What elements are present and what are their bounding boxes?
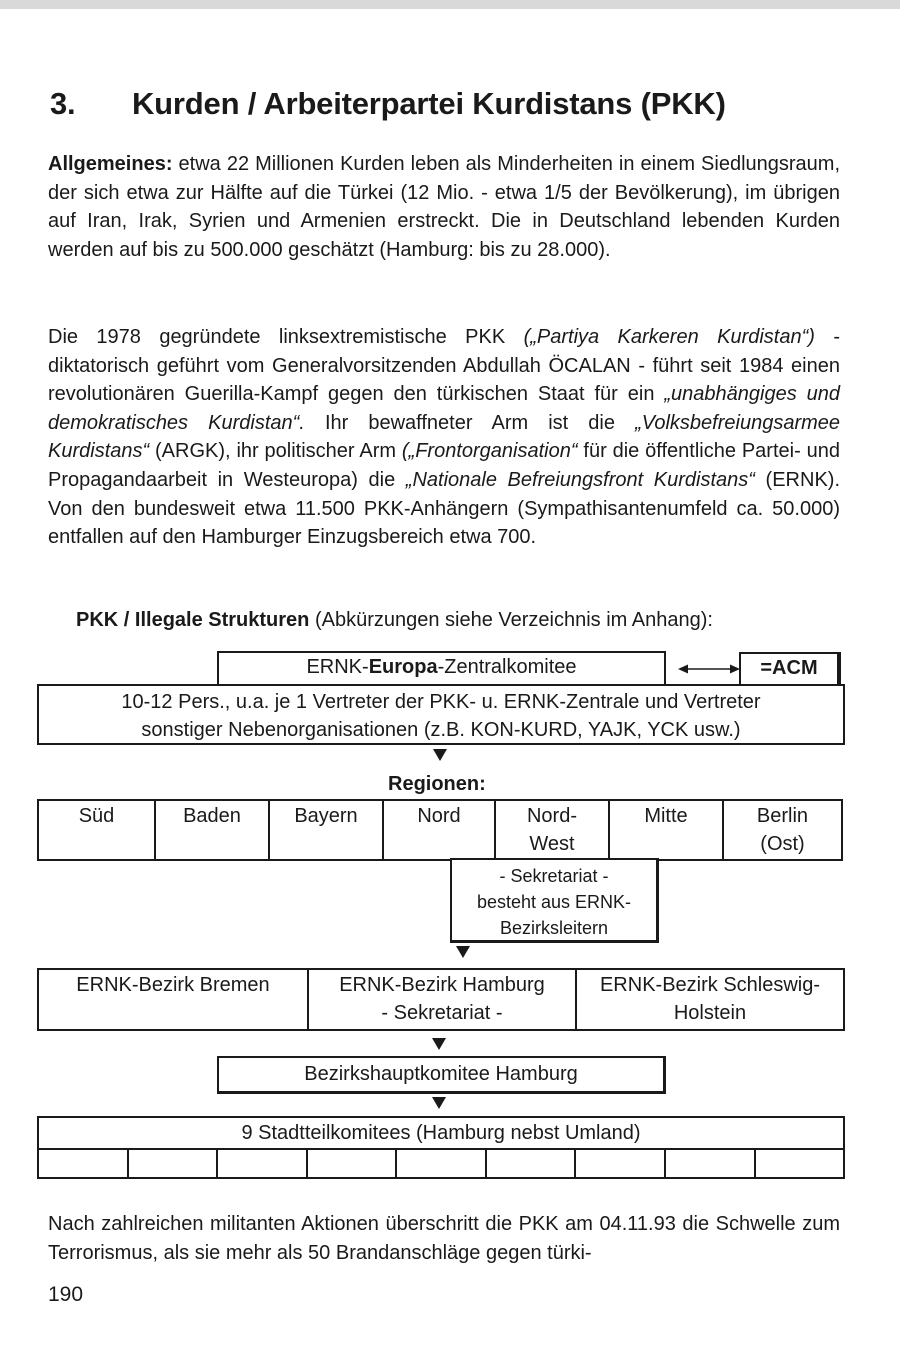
region-line2: West bbox=[529, 833, 575, 855]
neighborhood-cell bbox=[576, 1150, 666, 1177]
secretariat-box bbox=[450, 858, 659, 943]
central-committee-box bbox=[217, 651, 666, 686]
members-line-2: sonstiger Nebenorganisationen (z.B. KON-KURD, YAJK, YCK usw.) bbox=[141, 719, 741, 741]
closing-paragraph bbox=[48, 1210, 840, 1267]
italic-run: „Volksbefreiungsarmee Kurdistans“ bbox=[48, 411, 841, 463]
italic-run: („Partiya Karkeren Kurdistan“) bbox=[523, 326, 815, 348]
acm-box bbox=[739, 652, 841, 687]
region-cell bbox=[270, 801, 384, 859]
central-committee-members-box bbox=[37, 684, 845, 745]
region-line1: Bayern bbox=[294, 805, 358, 827]
section-heading bbox=[50, 86, 726, 122]
neighborhood-cells-row bbox=[39, 1150, 843, 1177]
double-arrow-icon bbox=[678, 660, 740, 678]
region-cell bbox=[610, 801, 724, 859]
text-run: (ARGK), ihr politischer Arm bbox=[149, 440, 402, 463]
org-chart-title-rest: (Abkürzungen siehe Verzeichnis im Anhang): bbox=[309, 609, 713, 631]
district-line2: - Sekretariat - bbox=[381, 1002, 503, 1024]
district-cell bbox=[309, 970, 577, 1029]
district-cell bbox=[39, 970, 309, 1029]
district-line2: Holstein bbox=[673, 1002, 747, 1024]
district-line1: ERNK-Bezirk Hamburg bbox=[339, 974, 545, 996]
secretariat-line-1: - Sekretariat - bbox=[499, 866, 609, 886]
page-number: 190 bbox=[48, 1283, 84, 1306]
regions-row bbox=[37, 799, 843, 861]
district-line1: ERNK-Bezirk Bremen bbox=[76, 974, 270, 996]
neighborhood-committees-box bbox=[37, 1116, 845, 1179]
members-line-1: 10-12 Pers., u.a. je 1 Vertreter der PKK- u. ERNK-Zentrale und Vertreter bbox=[121, 691, 761, 713]
text-run: (ERNK). Von den bundesweit etwa 11.500 PKK-Anhängern (Sympathisantenumfeld ca. 50.000) entfallen auf den Hamburger Einzugsbereich etwa 700. bbox=[48, 468, 840, 549]
italic-run: („Frontorganisation“ bbox=[401, 440, 578, 463]
acm-label: =ACM bbox=[760, 657, 818, 679]
neighborhood-cell bbox=[39, 1150, 129, 1177]
region-line1: Nord bbox=[417, 805, 461, 827]
secretariat-line-2: besteht aus ERNK- bbox=[476, 892, 632, 912]
italic-run: „Nationale Befreiungsfront Kurdistans“ bbox=[405, 468, 755, 491]
region-line1: Mitte bbox=[644, 805, 688, 827]
district-cell bbox=[577, 970, 843, 1029]
closing-text: Nach zahlreichen militanten Aktionen überschritt die PKK am 04.11.93 die Schwelle zum Terrorismus, als sie mehr als 50 Brandanschläge gegen türki- bbox=[48, 1213, 840, 1264]
region-cell bbox=[156, 801, 270, 859]
neighborhood-cell bbox=[666, 1150, 756, 1177]
secretariat-line-3: Bezirksleitern bbox=[499, 918, 609, 938]
central-committee-post: -Zentralkomitee bbox=[437, 656, 577, 678]
regions-label: Regionen: bbox=[388, 773, 486, 795]
district-line1: ERNK-Bezirk Schleswig- bbox=[599, 974, 821, 996]
region-cell bbox=[39, 801, 156, 859]
neighborhood-cell bbox=[218, 1150, 308, 1177]
section-number: 3. bbox=[50, 86, 76, 121]
region-cell bbox=[496, 801, 610, 859]
pkk-paragraph bbox=[48, 323, 840, 552]
arrow-down-icon bbox=[433, 749, 447, 761]
intro-label: Allgemeines: bbox=[48, 153, 173, 175]
neighborhood-committees-label: 9 Stadtteilkomitees (Hamburg nebst Umland) bbox=[39, 1118, 843, 1150]
text-run: für die öffentliche Partei- und Propagandaarbeit in Westeuropa) die bbox=[48, 440, 840, 491]
arrow-down-icon bbox=[432, 1038, 446, 1050]
intro-text: etwa 22 Millionen Kurden leben als Minderheiten in einem Siedlungsraum, der sich etwa zur Hälfte auf die Türkei (12 Mio. - etwa 1/5 der Bevölkerung), im übrigen auf Iran, Irak, Syrien und Armenien erstreckt. Die in Deutschland lebenden Kurden werden auf bis zu 500.000 geschätzt (Hamburg: bis zu 28.000). bbox=[48, 153, 840, 261]
region-line1: Baden bbox=[183, 805, 241, 827]
districts-row bbox=[37, 968, 845, 1031]
italic-run: „unabhängiges und demokratisches Kurdistan“. bbox=[48, 383, 840, 434]
main-committee-box bbox=[217, 1056, 666, 1094]
region-line1: Süd bbox=[78, 805, 115, 827]
region-cell bbox=[724, 801, 841, 859]
neighborhood-cell bbox=[397, 1150, 487, 1177]
text-run: Die 1978 gegründete linksextremistische PKK bbox=[48, 326, 524, 348]
intro-paragraph bbox=[48, 150, 840, 264]
region-line1: Nord- bbox=[526, 805, 577, 827]
neighborhood-cell bbox=[129, 1150, 219, 1177]
region-cell bbox=[384, 801, 496, 859]
region-line2: (Ost) bbox=[760, 833, 805, 855]
region-line1: Berlin bbox=[756, 805, 809, 827]
text-run: Ihr bewaffneter Arm ist die bbox=[304, 411, 636, 434]
neighborhood-cell bbox=[487, 1150, 577, 1177]
text-run: - diktatorisch geführt vom Generalvorsitzenden Abdullah ÖCALAN - führt seit 1984 einen revolutionären Guerilla-Kampf gegen den türkischen Staat für ein bbox=[48, 326, 840, 406]
neighborhood-cell bbox=[756, 1150, 844, 1177]
org-chart-title bbox=[76, 609, 713, 632]
arrow-down-icon bbox=[456, 946, 470, 958]
central-committee-pre: ERNK- bbox=[306, 656, 369, 678]
central-committee-bold: Europa bbox=[368, 656, 438, 678]
neighborhood-cell bbox=[308, 1150, 398, 1177]
arrow-down-icon bbox=[432, 1097, 446, 1109]
main-committee-label: Bezirkshauptkomitee Hamburg bbox=[304, 1063, 578, 1085]
section-title: Kurden / Arbeiterpartei Kurdistans (PKK) bbox=[132, 86, 726, 121]
page-top-edge bbox=[0, 0, 900, 9]
org-chart-title-bold: PKK / Illegale Strukturen bbox=[76, 609, 310, 631]
